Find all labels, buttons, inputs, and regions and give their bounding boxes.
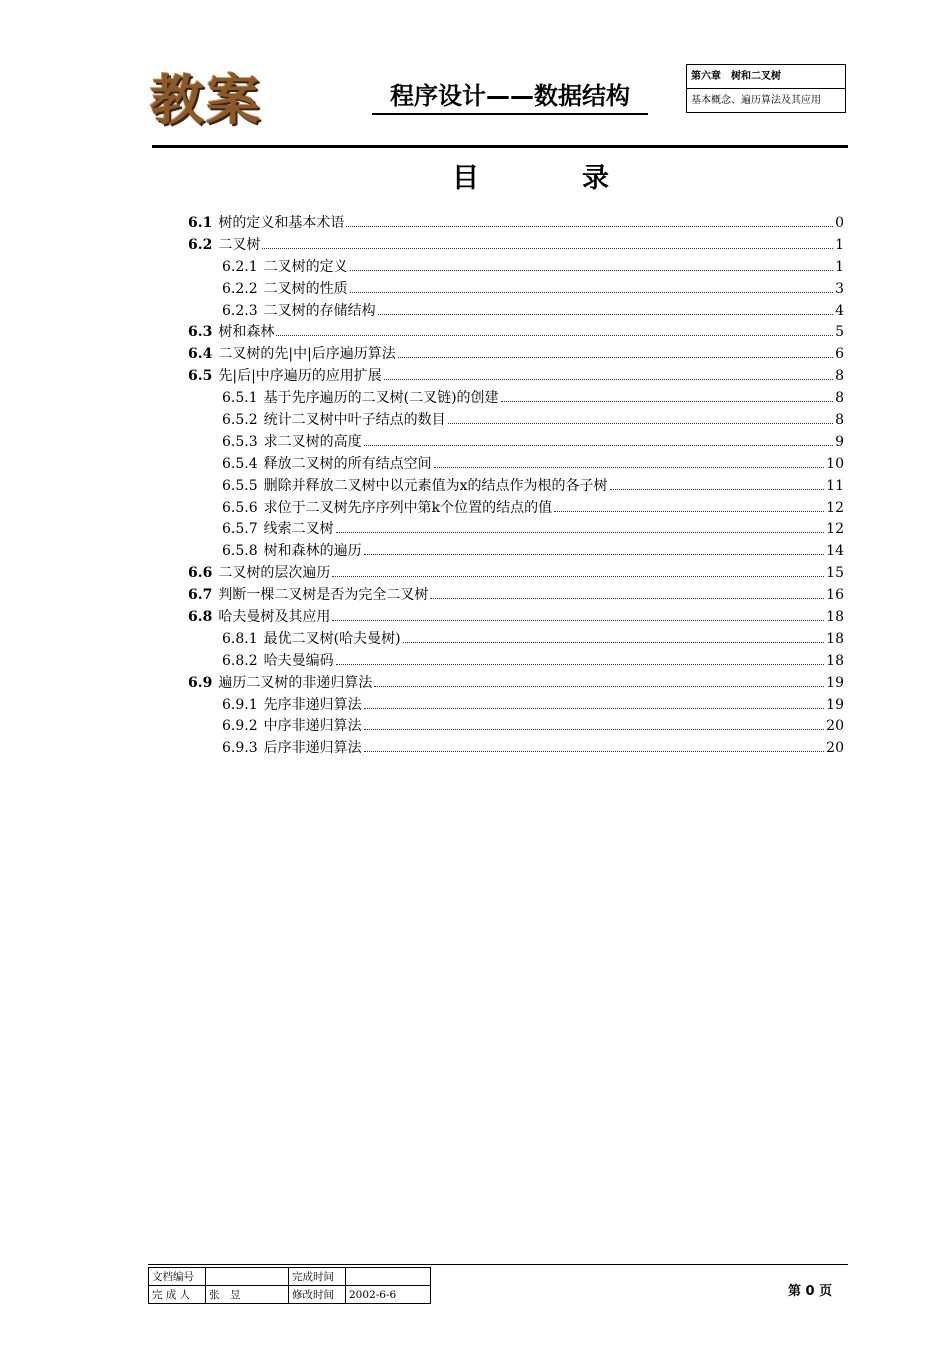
toc-entry-number: 6.9.1 <box>222 696 258 713</box>
toc-entry-page: 5 <box>835 324 844 341</box>
author-label: 完 成 人 <box>149 1286 206 1304</box>
toc-dot-leader <box>434 467 825 468</box>
toc-entry-number: 6.5.4 <box>222 455 258 472</box>
toc-entry-number: 6.5.5 <box>222 477 258 494</box>
toc-entry-page: 6 <box>835 346 844 363</box>
toc-entry-page: 8 <box>835 368 844 385</box>
toc-entry-title: 二叉树 <box>218 236 261 253</box>
toc-entry[interactable] <box>188 234 844 256</box>
toc-entry-page: 20 <box>826 740 844 757</box>
toc-entry-title: 先|后|中序遍历的应用扩展 <box>218 368 382 385</box>
toc-dot-leader <box>610 489 825 490</box>
table-of-contents <box>188 212 844 759</box>
toc-title: 目 录 <box>452 163 647 194</box>
toc-entry-title: 二叉树的性质 <box>263 280 348 297</box>
toc-entry-number: 6.6 <box>188 565 213 582</box>
toc-entry-page: 8 <box>835 390 844 407</box>
toc-dot-leader <box>350 292 833 293</box>
toc-entry[interactable] <box>188 387 844 409</box>
toc-entry-number: 6.5.6 <box>222 499 258 516</box>
toc-entry-number: 6.2.2 <box>222 280 258 297</box>
toc-entry-title: 树和森林 <box>218 324 275 341</box>
toc-entry-title: 哈夫曼树及其应用 <box>218 609 331 626</box>
toc-entry-title: 求二叉树的高度 <box>263 433 362 450</box>
toc-entry[interactable] <box>188 518 844 540</box>
toc-dot-leader <box>276 335 833 336</box>
toc-dot-leader <box>364 445 833 446</box>
toc-entry-number: 6.5.1 <box>222 390 258 407</box>
toc-entry[interactable] <box>188 212 844 234</box>
toc-entry-page: 20 <box>826 718 844 735</box>
toc-dot-leader <box>336 664 825 665</box>
toc-entry-title: 后序非递归算法 <box>263 740 362 757</box>
toc-entry[interactable] <box>188 737 844 759</box>
toc-entry[interactable] <box>188 694 844 716</box>
toc-entry-title: 遍历二叉树的非递归算法 <box>218 674 373 691</box>
toc-dot-leader <box>332 620 824 621</box>
toc-entry-title: 二叉树的定义 <box>263 258 348 275</box>
toc-dot-leader <box>398 357 833 358</box>
toc-entry[interactable] <box>188 715 844 737</box>
toc-dot-leader <box>378 314 833 315</box>
complete-time-value <box>346 1268 431 1286</box>
toc-entry-number: 6.3 <box>188 324 213 341</box>
toc-entry[interactable] <box>188 300 844 322</box>
toc-entry-title: 二叉树的层次遍历 <box>218 565 331 582</box>
toc-entry-number: 6.4 <box>188 346 213 363</box>
toc-entry[interactable] <box>188 628 844 650</box>
toc-entry-number: 6.2.1 <box>222 258 258 275</box>
header-rule <box>152 145 848 148</box>
toc-entry-title: 二叉树的存储结构 <box>263 302 376 319</box>
course-title: 程序设计——数据结构 <box>372 76 648 115</box>
toc-entry-page: 0 <box>835 215 844 231</box>
toc-entry-title: 二叉树的先|中|后序遍历算法 <box>218 346 396 363</box>
toc-dot-leader <box>350 270 833 271</box>
toc-entry[interactable] <box>188 672 844 694</box>
toc-entry-title: 判断一棵二叉树是否为完全二叉树 <box>218 587 429 604</box>
toc-entry[interactable] <box>188 584 844 606</box>
toc-entry-page: 16 <box>826 587 844 604</box>
modified-value: 2002-6-6 <box>346 1286 431 1304</box>
author-value: 张 昱 <box>206 1286 289 1304</box>
toc-entry-number: 6.1 <box>188 215 213 231</box>
toc-entry[interactable] <box>188 606 844 628</box>
toc-dot-leader <box>554 511 824 512</box>
chapter-label: 第六章 树和二叉树 <box>687 65 845 89</box>
toc-entry-page: 18 <box>826 652 844 669</box>
toc-entry[interactable] <box>188 650 844 672</box>
toc-entry[interactable] <box>188 321 844 343</box>
toc-entry-page: 10 <box>826 455 844 472</box>
toc-entry-number: 6.5.7 <box>222 521 258 538</box>
logo: 教案 <box>150 68 262 132</box>
toc-dot-leader <box>364 751 825 752</box>
toc-entry-page: 1 <box>835 258 844 275</box>
toc-entry-number: 6.8 <box>188 609 213 626</box>
toc-dot-leader <box>384 379 833 380</box>
toc-entry-title: 先序非递归算法 <box>263 696 362 713</box>
toc-entry-page: 4 <box>835 302 844 319</box>
toc-entry-page: 9 <box>835 433 844 450</box>
toc-entry-number: 6.9.3 <box>222 740 258 757</box>
chapter-topics: 基本概念、遍历算法及其应用 <box>691 95 821 106</box>
toc-entry-number: 6.9 <box>188 674 213 691</box>
toc-dot-leader <box>364 554 825 555</box>
toc-entry[interactable] <box>188 409 844 431</box>
toc-entry[interactable] <box>188 256 844 278</box>
toc-entry-number: 6.5.3 <box>222 433 258 450</box>
toc-entry-number: 6.2.3 <box>222 302 258 319</box>
toc-entry-title: 基于先序遍历的二叉树(二叉链)的创建 <box>263 390 499 407</box>
toc-entry-page: 11 <box>826 477 844 494</box>
footer-rule <box>148 1264 848 1265</box>
toc-entry-page: 14 <box>826 543 844 560</box>
complete-time-label: 完成时间 <box>289 1268 346 1286</box>
toc-entry[interactable] <box>188 497 844 519</box>
toc-entry-number: 6.7 <box>188 587 213 604</box>
toc-entry-page: 19 <box>826 696 844 713</box>
toc-entry[interactable] <box>188 562 844 584</box>
toc-entry[interactable] <box>188 453 844 475</box>
toc-dot-leader <box>332 576 824 577</box>
toc-entry-number: 6.8.1 <box>222 630 258 647</box>
toc-entry-title: 最优二叉树(哈夫曼树) <box>263 630 401 647</box>
toc-entry-title: 删除并释放二叉树中以元素值为x的结点作为根的各子树 <box>263 477 608 494</box>
toc-entry[interactable] <box>188 540 844 562</box>
toc-dot-leader <box>403 642 825 643</box>
modified-label: 修改时间 <box>289 1286 346 1304</box>
toc-dot-leader <box>262 248 833 249</box>
toc-dot-leader <box>448 423 833 424</box>
toc-entry[interactable] <box>188 475 844 497</box>
toc-entry-title: 统计二叉树中叶子结点的数目 <box>263 412 446 429</box>
toc-entry-number: 6.8.2 <box>222 652 258 669</box>
toc-entry-page: 3 <box>835 280 844 297</box>
toc-entry[interactable] <box>188 365 844 387</box>
toc-dot-leader <box>501 401 834 402</box>
toc-entry-title: 线索二叉树 <box>263 521 334 538</box>
toc-dot-leader <box>364 729 825 730</box>
toc-dot-leader <box>336 532 825 533</box>
toc-entry[interactable] <box>188 343 844 365</box>
toc-entry-title: 求位于二叉树先序序列中第k个位置的结点的值 <box>263 499 553 516</box>
doc-no-value <box>206 1268 289 1286</box>
toc-entry-page: 18 <box>826 630 844 647</box>
toc-dot-leader <box>346 226 833 227</box>
chapter-box <box>686 64 846 113</box>
toc-entry-page: 12 <box>826 499 844 516</box>
toc-entry[interactable] <box>188 278 844 300</box>
toc-entry-number: 6.5 <box>188 368 213 385</box>
toc-entry-page: 8 <box>835 412 844 429</box>
doc-no-label: 文档编号 <box>149 1268 206 1286</box>
footer-table <box>148 1267 431 1304</box>
toc-entry-number: 6.5.8 <box>222 543 258 560</box>
toc-entry-title: 哈夫曼编码 <box>263 652 334 669</box>
page-number: 第 0 页 <box>788 1284 833 1299</box>
toc-dot-leader <box>374 686 824 687</box>
toc-entry-title: 树的定义和基本术语 <box>218 215 345 231</box>
toc-entry-title: 释放二叉树的所有结点空间 <box>263 455 432 472</box>
toc-entry-number: 6.2 <box>188 236 213 253</box>
toc-entry-page: 12 <box>826 521 844 538</box>
toc-entry-title: 树和森林的遍历 <box>263 543 362 560</box>
toc-entry-title: 中序非递归算法 <box>263 718 362 735</box>
toc-entry-page: 15 <box>826 565 844 582</box>
toc-entry-number: 6.9.2 <box>222 718 258 735</box>
toc-dot-leader <box>364 708 825 709</box>
toc-entry-page: 18 <box>826 609 844 626</box>
toc-entry-page: 1 <box>835 236 844 253</box>
toc-entry-number: 6.5.2 <box>222 412 258 429</box>
toc-entry-page: 19 <box>826 674 844 691</box>
toc-dot-leader <box>430 598 824 599</box>
toc-entry[interactable] <box>188 431 844 453</box>
